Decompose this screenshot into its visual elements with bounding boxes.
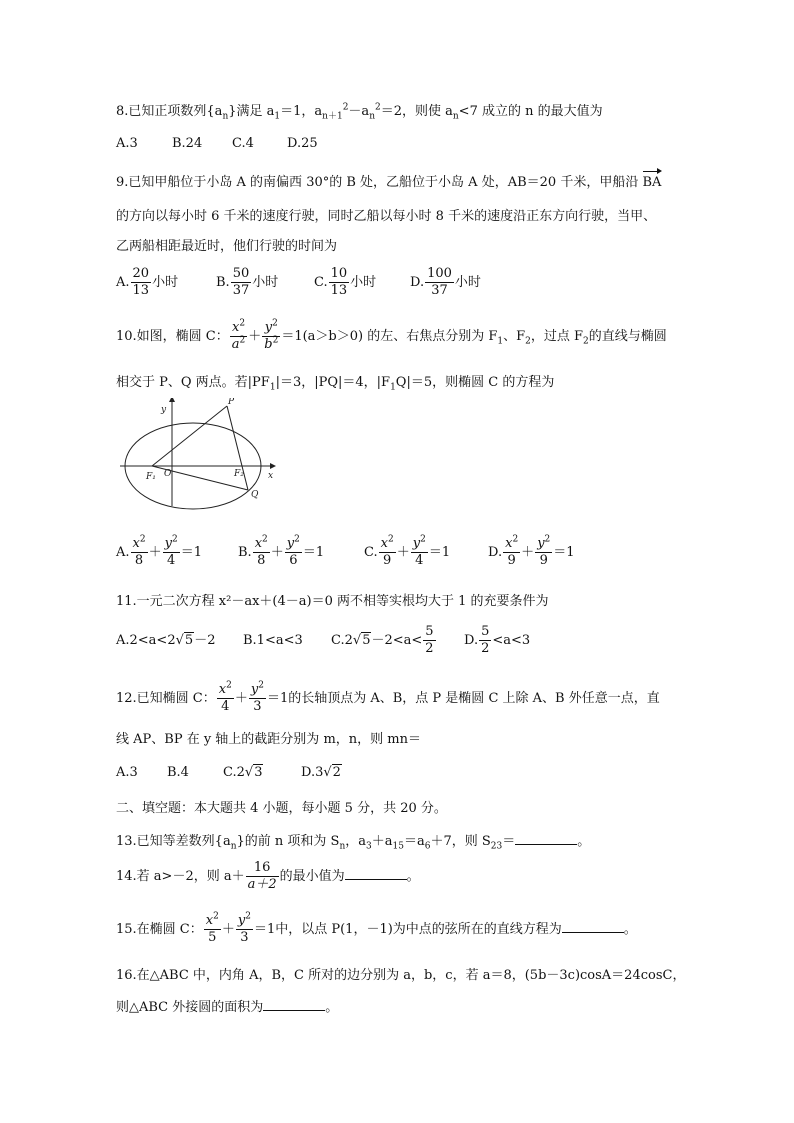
question-15: 15.在椭圆 C： $\frac{x^2}{5}$ ＋ $\frac{y^2}{3}$ ＝1中，以点 P(1，－1)为中点的弦所在的直线方程为 。 xyxy=(116,911,637,945)
question-10-options xyxy=(116,536,575,569)
question-12-line-1: 12.已知椭圆 C： $\frac{x^2}{4}$ ＋ $\frac{y^2}{3}$ ＝1的长轴顶点为 A、B，点 P 是椭圆 C 上除 A、B 外任意一点，直 xyxy=(116,680,660,714)
y-axis-arrow xyxy=(169,398,175,402)
ellipse-figure xyxy=(118,398,288,516)
option-c[interactable]: C.2√3 xyxy=(223,765,263,780)
option-b[interactable]: B.1<a<3 xyxy=(243,633,303,648)
question-9-options xyxy=(116,266,481,299)
question-14: 14.若 a>－2，则 a＋ $\frac{16}{a+2}$ 的最小值为 。 xyxy=(116,860,420,892)
question-9-line-1: 9.已知甲船位于小岛 A 的南偏西 30°的 B 处，乙船位于小岛 A 处，AB＝20 千米，甲船沿 BA xyxy=(116,175,662,190)
option-a[interactable]: A.3 xyxy=(116,136,138,151)
option-b[interactable]: B.4 xyxy=(167,765,189,780)
option-a[interactable]: A.2<a<2√5－2 xyxy=(116,633,216,648)
label-y: y xyxy=(161,405,167,415)
option-b[interactable]: B. $\frac{50}{37}$ 小时 xyxy=(216,266,279,298)
question-8-options xyxy=(116,135,318,153)
x-axis-arrow xyxy=(270,463,276,469)
answer-blank[interactable] xyxy=(562,920,624,933)
option-c[interactable]: C. $\frac{x^2}{9}$ ＋ $\frac{y^2}{4}$ ＝1 xyxy=(364,534,451,568)
label-f2: F₂ xyxy=(234,469,244,479)
question-10-line-2: 相交于 P、Q 两点。若$|PF_1|=3$，|PQ|＝4，$|F_1Q|=5$，则椭圆 C 的方程为 xyxy=(116,375,555,393)
question-12-line-2: 线 AP、BP 在 y 轴上的截距分别为 m，n，则 mn＝ xyxy=(116,732,421,747)
option-d[interactable]: D. $\frac{x^2}{9}$ ＋ $\frac{y^2}{9}$ ＝1 xyxy=(488,534,575,568)
option-d[interactable]: D. $\frac{5}{2}$ <a<3 xyxy=(464,624,531,656)
label-x: x xyxy=(268,471,274,481)
question-13: 13.已知等差数列$\{a_n\}$的前 n 项和为 $S_n$，$a_3+a_{15}=a_6+7$，则 $S_{23}=$ 。 xyxy=(116,834,591,852)
question-11-options xyxy=(116,624,530,657)
option-b[interactable]: B.24 xyxy=(172,136,203,151)
label-p: P xyxy=(228,398,235,407)
option-a[interactable]: A.3 xyxy=(116,765,138,780)
label-q: Q xyxy=(251,490,259,500)
vector-ba: BA xyxy=(642,175,662,190)
option-c[interactable]: C. $\frac{10}{13}$ 小时 xyxy=(314,266,377,298)
answer-blank[interactable] xyxy=(345,867,407,880)
option-d[interactable]: D.25 xyxy=(287,136,318,151)
question-9-line-3: 乙两船相距最近时，他们行驶的时间为 xyxy=(116,239,338,254)
label-f1: F₁ xyxy=(146,472,156,482)
option-d[interactable]: D. $\frac{100}{37}$ 小时 xyxy=(410,266,481,298)
question-16-line-1: 16.在△ABC 中，内角 A，B，C 所对的边分别为 a，b，c，若 a＝8，(5b－3c)cosA＝24cosC， xyxy=(116,968,686,983)
question-16-line-2: 则△ABC 外接圆的面积为 。 xyxy=(116,1000,339,1015)
answer-blank[interactable] xyxy=(515,832,577,845)
section-2-heading: 二、填空题：本大题共 4 小题，每小题 5 分，共 20 分。 xyxy=(116,801,447,816)
question-11: 11.一元二次方程 x²－ax＋(4－a)＝0 两不相等实根均大于 1 的充要条件为 xyxy=(116,594,549,609)
option-a[interactable]: A. $\frac{x^2}{8}$ ＋ $\frac{y^2}{4}$ ＝1 xyxy=(116,534,202,568)
label-o: O xyxy=(164,469,172,479)
option-d[interactable]: D.3√2 xyxy=(301,765,341,780)
question-12-options xyxy=(116,764,342,782)
question-8: 8.已知正项数列$\{a_n\}$满足 $a_1=1$，$a_{n+1}^2-a_n^2=2$，则使 $a_n<7$ 成立的 n 的最大值为 xyxy=(116,102,603,122)
segment-f1-p xyxy=(152,406,227,466)
option-c[interactable]: C.4 xyxy=(232,136,254,151)
option-a[interactable]: A. $\frac{20}{13}$ 小时 xyxy=(116,266,179,298)
question-10-line-1: 10.如图，椭圆 C： $\frac{x^2}{a^2}$ ＋ $\frac{y^2}{b^2}$ ＝1(a＞b＞0) 的左、右焦点分别为 $F_1$、$F_2$，过点 $F_2$的直线与椭圆 xyxy=(116,318,667,352)
option-b[interactable]: B. $\frac{x^2}{8}$ ＋ $\frac{y^2}{6}$ ＝1 xyxy=(238,534,325,568)
question-9-line-2: 的方向以每小时 6 千米的速度行驶，同时乙船以每小时 8 千米的速度沿正东方向行驶，当甲、 xyxy=(116,209,657,224)
option-c[interactable]: C.2√5－2<a< $\frac{5}{2}$ xyxy=(331,624,434,656)
answer-blank[interactable] xyxy=(263,998,325,1011)
